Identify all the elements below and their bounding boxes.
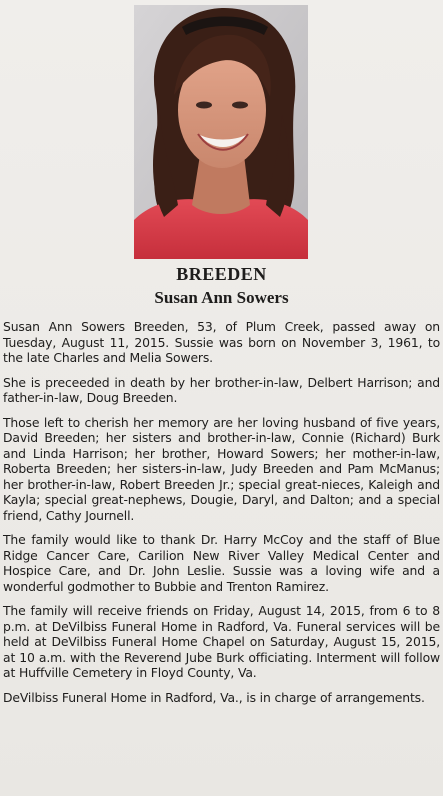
obituary-full-name: Susan Ann Sowers [154,288,289,307]
obituary-surname: BREEDEN [176,264,267,284]
paragraph-arrangements: DeVilbiss Funeral Home in Radford, Va., is in charge of arrangements. [3,689,425,705]
paragraph-survivors: Those left to cherish her memory are her loving husband of five years, David Breeden; her sisters and brother-in-law, Connie (Richard) Burk and Linda Harrison; her brother, Howard Sowers; her mother-in-law, Roberta Breeden; her sisters-in-law, Judy Breeden and Pam McManus; her brother-in-law, Robert Breeden Jr.; special great-nieces, Kaleigh and Kayla; special great-nephews, Dougie, Daryl, and Dalton; and a special friend, Cathy Journell. [3,414,440,523]
paragraph-preceded-in-death: She is preceeded in death by her brother-in-law, Delbert Harrison; and father-in-law, Doug Breeden. [3,374,440,405]
paragraph-services: The family will receive friends on Friday, August 14, 2015, from 6 to 8 p.m. at DeVilbiss Funeral Home in Radford, Va. Funeral services will be held at DeVilbiss Funeral Home Chapel on Saturday, August 15, 2015, at 10 a.m. with the Reverend Jube Burk officiating. Interment will follow at Huffville Cemetery in Floyd County, Va. [3,603,440,680]
portrait-photo [134,5,308,259]
paragraph-death-notice: Susan Ann Sowers Breeden, 53, of Plum Creek, passed away on Tuesday, August 11, 2015. Sussie was born on November 3, 1961, to the late Charles and Melia Sowers. [3,319,440,365]
portrait-image [134,5,308,259]
paragraph-thanks: The family would like to thank Dr. Harry McCoy and the staff of Blue Ridge Cancer Care, Carilion New River Valley Medical Center and Hospice Care, and Dr. John Leslie. Sussie was a loving wife and a wonderful godmother to Bubbie and Trenton Ramirez. [3,532,440,594]
obituary-body [3,319,440,714]
